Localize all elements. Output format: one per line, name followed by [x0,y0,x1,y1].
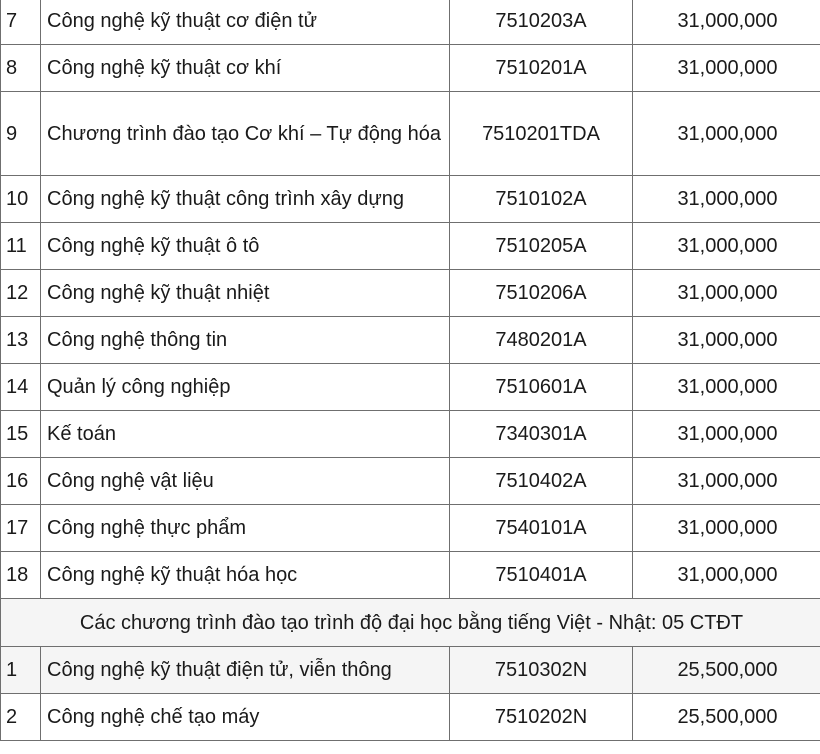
program-name: Công nghệ kỹ thuật nhiệt [41,270,450,317]
table-row [1,411,820,458]
row-number: 10 [1,176,41,223]
tuition-fee: 31,000,000 [633,411,820,458]
tuition-fee: 25,500,000 [633,694,820,741]
row-number: 16 [1,458,41,505]
tuition-fee: 31,000,000 [633,552,820,599]
program-code: 7510302N [450,647,633,694]
row-number: 14 [1,364,41,411]
program-code: 7510201A [450,45,633,92]
program-code: 7480201A [450,317,633,364]
program-name: Công nghệ vật liệu [41,458,450,505]
row-number: 12 [1,270,41,317]
program-name: Kế toán [41,411,450,458]
table-row [1,270,820,317]
tuition-fee: 31,000,000 [633,92,820,176]
program-name: Công nghệ kỹ thuật cơ điện tử [41,0,450,45]
row-number: 11 [1,223,41,270]
program-code: 7540101A [450,505,633,552]
tuition-fee: 31,000,000 [633,270,820,317]
row-number: 17 [1,505,41,552]
tuition-fee: 31,000,000 [633,223,820,270]
program-code: 7510201TDA [450,92,633,176]
table-row [1,223,820,270]
program-code: 7510202N [450,694,633,741]
program-name: Công nghệ thông tin [41,317,450,364]
program-name: Công nghệ thực phẩm [41,505,450,552]
tuition-fee: 31,000,000 [633,0,820,45]
row-number: 15 [1,411,41,458]
tuition-fee: 31,000,000 [633,317,820,364]
row-number: 13 [1,317,41,364]
tuition-fee: 31,000,000 [633,364,820,411]
table-row [1,505,820,552]
program-name: Công nghệ kỹ thuật công trình xây dựng [41,176,450,223]
table-row [1,92,820,176]
row-number: 9 [1,92,41,176]
program-code: 7510402A [450,458,633,505]
row-number: 8 [1,45,41,92]
tuition-fee: 31,000,000 [633,176,820,223]
table-row [1,176,820,223]
section-title: Các chương trình đào tạo trình độ đại học bằng tiếng Việt - Nhật: 05 CTĐT [1,599,820,647]
program-name: Công nghệ kỹ thuật điện tử, viễn thông [41,647,450,694]
table-row [1,45,820,92]
program-name: Công nghệ chế tạo máy [41,694,450,741]
table-row [1,552,820,599]
table-row [1,364,820,411]
table-row [1,0,820,45]
row-number: 2 [1,694,41,741]
program-code: 7340301A [450,411,633,458]
row-number: 18 [1,552,41,599]
tuition-fee: 25,500,000 [633,647,820,694]
table-row [1,647,820,694]
program-code: 7510102A [450,176,633,223]
program-name: Quản lý công nghiệp [41,364,450,411]
table-row [1,317,820,364]
tuition-fee: 31,000,000 [633,45,820,92]
program-code: 7510601A [450,364,633,411]
row-number: 7 [1,0,41,45]
section-header-row [1,599,820,647]
program-code: 7510401A [450,552,633,599]
program-code: 7510205A [450,223,633,270]
program-name: Chương trình đào tạo Cơ khí – Tự động hóa [41,92,450,176]
row-number: 1 [1,647,41,694]
table-row [1,458,820,505]
program-name: Công nghệ kỹ thuật cơ khí [41,45,450,92]
program-name: Công nghệ kỹ thuật hóa học [41,552,450,599]
program-code: 7510203A [450,0,633,45]
tuition-fee: 31,000,000 [633,458,820,505]
tuition-fee: 31,000,000 [633,505,820,552]
program-name: Công nghệ kỹ thuật ô tô [41,223,450,270]
table-row [1,694,820,741]
program-code: 7510206A [450,270,633,317]
